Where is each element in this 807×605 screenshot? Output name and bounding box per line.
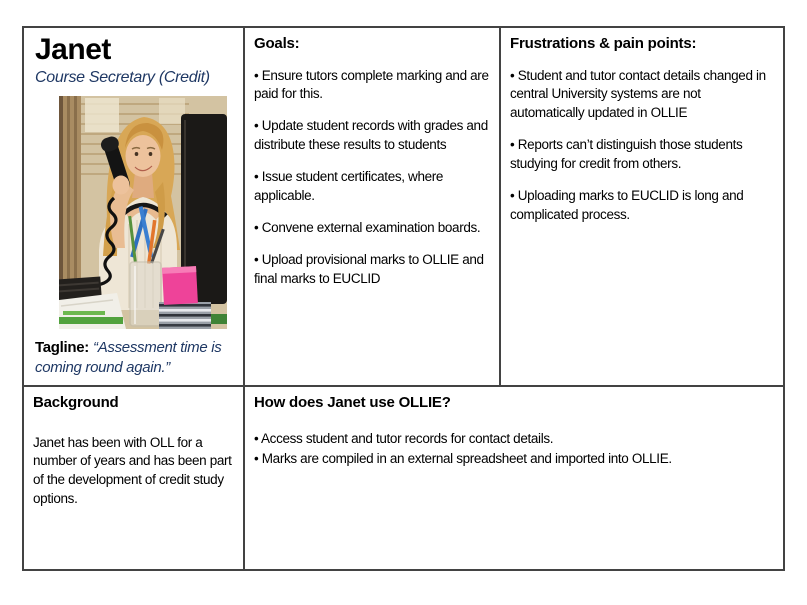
ollie-usage-heading: How does Janet use OLLIE? [254, 394, 451, 411]
bullet-item: • Convene external examination boards. [254, 219, 481, 235]
frustrations-list [510, 67, 773, 225]
bullet-item: • Ensure tutors complete marking and are paid for this. [254, 67, 489, 102]
tagline [35, 338, 235, 379]
background-cell [24, 387, 245, 569]
goals-cell [245, 28, 501, 387]
goals-heading: Goals: [254, 35, 300, 52]
goals-list [254, 67, 489, 289]
persona-name: Janet [35, 33, 111, 66]
bullet-item: • Upload provisional marks to OLLIE and final marks to EUCLID [254, 251, 484, 286]
ollie-usage-cell [245, 387, 783, 569]
persona-table [22, 26, 785, 571]
frustrations-cell [501, 28, 783, 387]
woman-on-phone-photo-illustration [59, 96, 227, 329]
bullet-item: • Update student records with grades and distribute these results to students [254, 118, 488, 153]
bullet-item: • Reports can’t distinguish those students studying for credit from others. [510, 137, 743, 172]
tagline-label: Tagline: [35, 338, 89, 356]
bullet-item: • Marks are compiled in an external spreadsheet and imported into OLLIE. [254, 451, 672, 467]
bullet-item: • Issue student certificates, where applicable. [254, 169, 444, 203]
background-heading: Background [33, 394, 119, 411]
frustrations-heading: Frustrations & pain points: [510, 35, 697, 52]
background-text: Janet has been with OLL for a number of years and has been part of the development of credit study options. [33, 434, 232, 507]
bullet-item: • Student and tutor contact details changed in central University systems are not automatically updated in OLLIE [510, 67, 766, 121]
bullet-item: • Uploading marks to EUCLID is long and complicated process. [510, 187, 744, 222]
bullet-item: • Access student and tutor records for contact details. [254, 430, 554, 446]
tagline-quote: “Assessment time is coming round again.” [35, 338, 222, 376]
persona-role: Course Secretary (Credit) [35, 68, 210, 86]
profile-cell [24, 28, 245, 387]
ollie-usage-list [254, 430, 773, 470]
persona-photo [59, 96, 227, 329]
